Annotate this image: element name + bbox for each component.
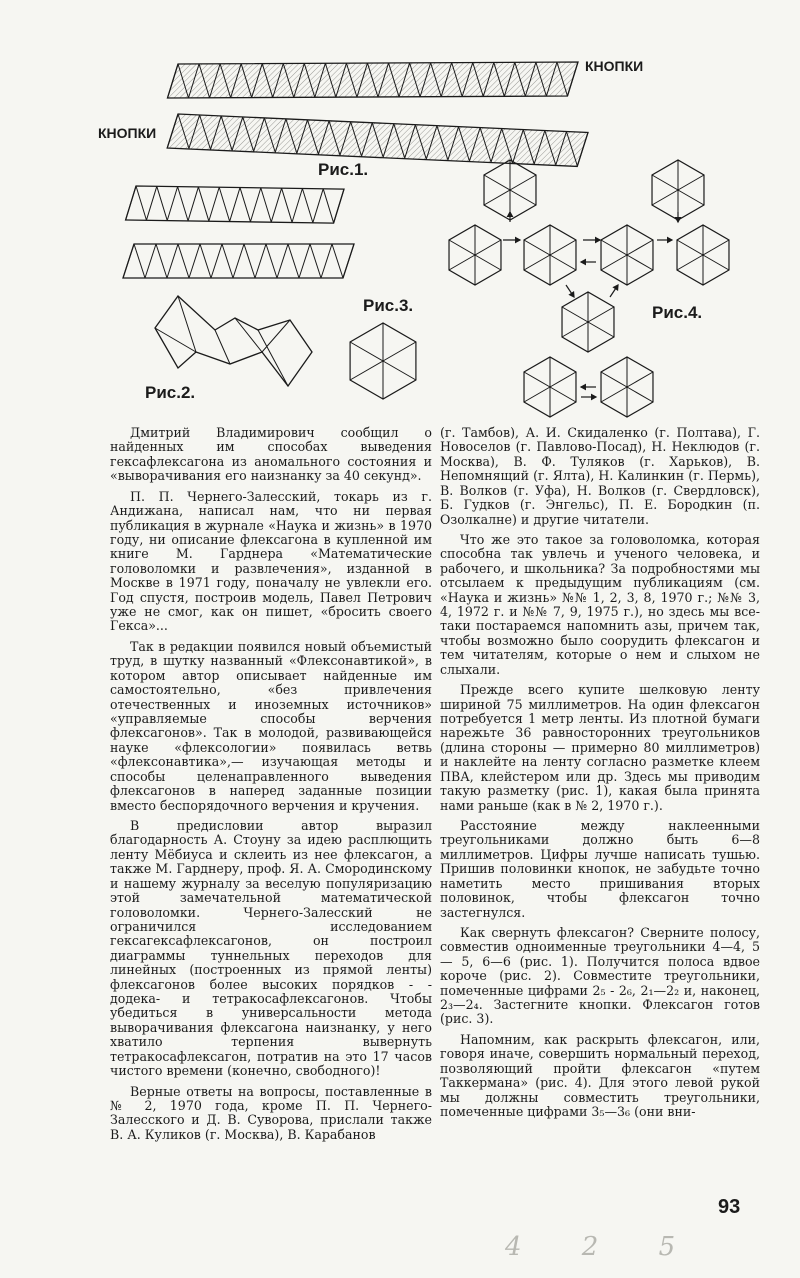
right-paragraph: Прежде всего купите шелковую ленту шириной 75 миллиметров. На один флексагон потребуется 1 метр ленты. Из плотной бумаги нарежьте 36 равносторонних треугольников (длина стороны — примерно 80 миллиметров) и наклейте на ленту согласно разметке клеем ПВА, клейстером или др. Здесь мы приводим такую разметку (рис. 1), какая была принята нами раньше (как в № 2, 1970 г.).: [440, 682, 760, 813]
arrow-right-2: [583, 238, 600, 243]
fig4-hexagon-5: [449, 225, 501, 285]
fig2-folded-strip: [155, 296, 312, 386]
fig3-caption: Рис.3.: [363, 296, 414, 315]
right-paragraph: Как свернуть флексагон? Сверните полосу, совместив одноименные треугольники 4—4, 5— 5, 6—6 (рис. 1). Получится полоса вдвое короче (рис. 2). Совместите треугольники, помеченные цифрами 2₅ - 2₆, 2₁—2₂ и, наконец, 2₃—2₄. Застегните кнопки. Флексагон готов (рис. 3).: [440, 924, 760, 1027]
right-paragraph: (г. Тамбов), А. И. Скидаленко (г. Полтава), Г. Новоселов (г. Павлово-Посад), Н. Неклюдов (г. Москва), В. Ф. Туляков (г. Харьков), В. Непомнящий (г. Ялта), Н. Калинкин (г. Пермь), В. Волков (г. Уфа), Н. Волков (г. Свердловск), Б. Гудков (г. Энгельс), П. Е. Бородкин (п. Озолкалне) и другие читатели.: [440, 425, 760, 527]
figures-drawing: [0, 0, 800, 420]
right-paragraph: Что же это такое за головоломка, которая способна так увлечь и ученого человека, и рабочего, и школьника? За подробностями мы отсылаем к предыдущим публикациям (см. «Наука и жизнь» №№ 1, 2, 3, 8, 1970 г.; №№ 3, 4, 1972 г. и №№ 7, 9, 1975 г.), но здесь мы все-таки постараемся напомнить азы, причем так, чтобы возможно было соорудить флексагон и тем читателям, которые о нем и слыхом не слыхали.: [440, 531, 760, 677]
arrow-right-4: [581, 395, 596, 400]
right-column: [440, 426, 760, 1125]
fig4-hexagon-6: [677, 225, 729, 285]
strip-fig1-bottom: [123, 244, 354, 278]
fig4-hexagon-4: [601, 225, 653, 285]
fig4-hexagon-7: [562, 292, 614, 352]
page-number: 93: [718, 1196, 741, 1218]
buttons-label-left: КНОПКИ: [98, 125, 157, 141]
buttons-label-top: КНОПКИ: [585, 58, 644, 74]
right-paragraph: Расстояние между наклеенными треугольниками должно быть 6—8 миллиметров. Цифры лучше написать тушью. Пришив половинки кнопок, не забудьте точно наметить место пришивания вторых половинок, чтобы флексагон точно застегнулся.: [440, 817, 760, 920]
strip-top: [167, 62, 578, 98]
fig4-hexagon-8: [524, 357, 576, 417]
left-paragraph: Верные ответы на вопросы, поставленные в № 2, 1970 года, кроме П. П. Чернего-Залесского и Д. В. Суворова, прислали также В. А. Куликов (г. Москва), В. Карабанов: [110, 1083, 432, 1142]
figures-area: [0, 0, 800, 420]
left-paragraph: Дмитрий Владимирович сообщил о найденных им способах выведения гексафлексагона из аномального состояния и «выворачивания его наизнанку за 40 секунд».: [110, 425, 432, 484]
fig4-hexagon-2: [652, 160, 704, 220]
fig1-caption: Рис.1.: [318, 160, 369, 179]
left-paragraph: В предисловии автор выразил благодарность А. Стоуну за идею расплющить ленту Мёбиуса и склеить из нее флексагон, а также М. Гарднеру, проф. Я. А. Смородинскому и нашему журналу за веселую популяризацию этой замечательной математической головоломки. Чернего-Залесский не ограничился исследованием гексагексафлексагонов, он построил диаграммы туннельных переходов для линейных (построенных из прямой ленты) флексагонов более высоких порядков - - додека- и тетракосафлексагонов. Чтобы убедиться в универсальности метода выворачивания флексагона наизнанку, у него хватило терпения вывернуть тетракосафлексагон, потратив на это 17 часов чистого времени (конечно, свободного)!: [110, 817, 432, 1079]
arrow-up-2: [610, 285, 618, 297]
arrow-left-2: [581, 385, 596, 390]
strip-middle: [167, 114, 588, 166]
strip-fig1-lower: [126, 186, 344, 223]
handwriting-mark: 4 2 5: [505, 1232, 702, 1262]
arrow-down-2: [566, 285, 574, 297]
arrow-down-1: [676, 212, 681, 222]
fig4-caption: Рис.4.: [652, 303, 703, 322]
left-column: [110, 426, 432, 1148]
fig2-caption: Рис.2.: [145, 383, 196, 402]
right-paragraph: Напомним, как раскрыть флексагон, или, говоря иначе, совершить нормальный переход, позволяющий пройти флексагон «путем Таккермана» (рис. 4). Для этого левой рукой мы должны совместить треугольники, помеченные цифрами 3₅—3₆ (они вни-: [440, 1031, 760, 1119]
fig4-hexagon-9: [601, 357, 653, 417]
arrow-right-3: [657, 238, 672, 243]
arrow-right-1: [503, 238, 520, 243]
fig3-hexagon: [350, 323, 416, 399]
fig4-hexagon-3: [524, 225, 576, 285]
left-paragraph: Так в редакции появился новый объемистый труд, в шутку названный «Флексонавтикой», в котором автор описывает найденные им самостоятельно, «без привлечения отечественных и иноземных источников» «управляемые способы верчения флексагонов». Так в молодой, развивающейся науке «флексологии» появилась ветвь «флексонавтика»,— изучающая методы и способы целенаправленного выведения флексагонов в наперед заданные позиции вместо беспорядочного верчения и кручения.: [110, 638, 432, 813]
arrow-up-1: [508, 212, 513, 222]
arrow-left-1: [581, 260, 596, 265]
left-paragraph: П. П. Чернего-Залесский, токарь из г. Андижана, написал нам, что ни первая публикация в журнале «Наука и жизнь» в 1970 году, ни описание флексагона в купленной им книге М. Гарднера «Математические головоломки и развлечения», изданной в Москве в 1971 году, поначалу не увлекли его. Год спустя, построив модель, Павел Петрович уже не смог, как он пишет, «бросить своего Гекса»...: [110, 488, 432, 634]
